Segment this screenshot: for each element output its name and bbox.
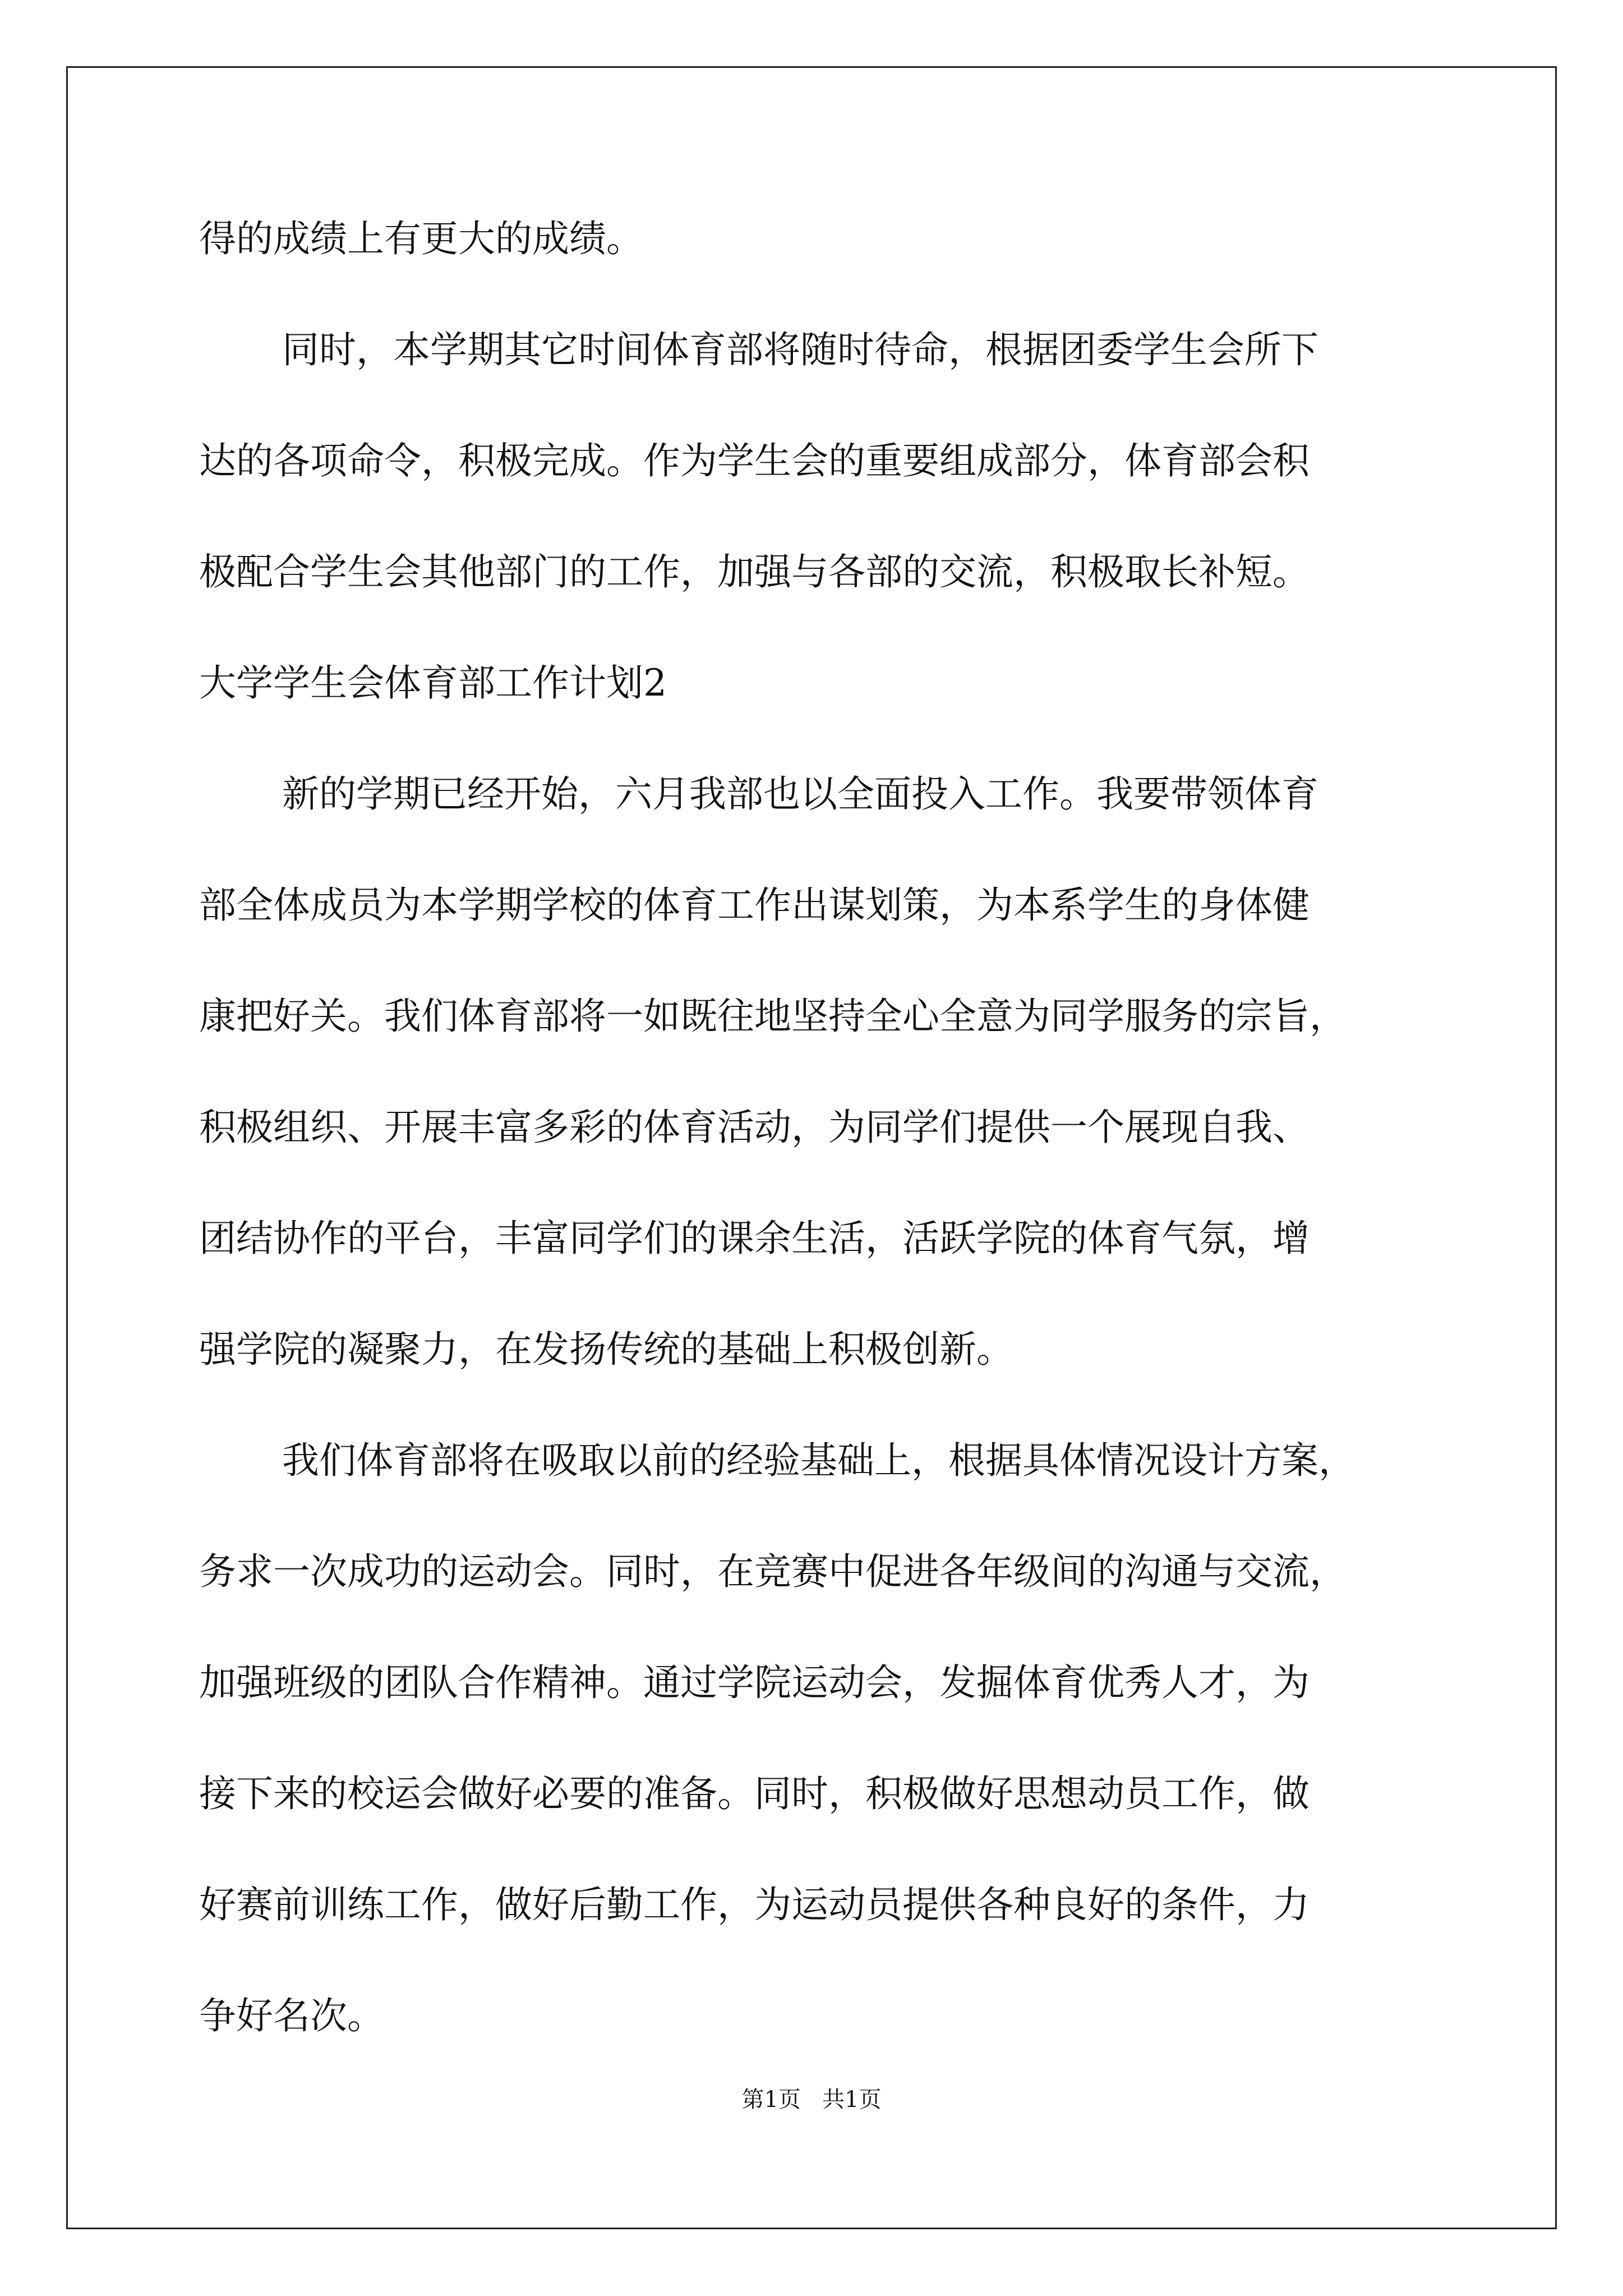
section-heading: 大学学生会体育部工作计划2 (199, 661, 667, 705)
text-line: 务求一次成功的运动会。同时，在竞赛中促进各年级间的沟通与交流， (199, 1550, 1347, 1593)
text-line: 康把好关。我们体育部将一如既往地坚持全心全意为同学服务的宗旨， (199, 995, 1347, 1038)
text-line: 强学院的凝聚力，在发扬传统的基础上积极创新。 (199, 1328, 1013, 1371)
paragraph-first-line: 新的学期已经开始，六月我部也以全面投入工作。我要带领体育 (282, 772, 1318, 816)
text-line: 团结协作的平台，丰富同学们的课余生活，活跃学院的体育气氛，增 (199, 1217, 1310, 1260)
text-line: 极配合学生会其他部门的工作，加强与各部的交流，积极取长补短。 (199, 550, 1310, 593)
document-body (199, 217, 1467, 2109)
paragraph-first-line: 同时，本学期其它时间体育部将随时待命，根据团委学生会所下 (282, 328, 1318, 371)
paragraph-first-line: 我们体育部将在吸取以前的经验基础上，根据具体情况设计方案， (282, 1439, 1355, 1482)
text-line: 得的成绩上有更大的成绩。 (199, 217, 643, 260)
page-number-footer: 第1页 共1页 (741, 2087, 882, 2113)
text-line: 争好名次。 (199, 1994, 384, 2037)
text-line: 好赛前训练工作，做好后勤工作，为运动员提供各种良好的条件，力 (199, 1883, 1310, 1926)
text-line: 达的各项命令，积极完成。作为学生会的重要组成部分，体育部会积 (199, 439, 1310, 482)
text-line: 接下来的校运会做好必要的准备。同时，积极做好思想动员工作，做 (199, 1772, 1310, 1815)
text-line: 加强班级的团队合作精神。通过学院运动会，发掘体育优秀人才，为 (199, 1661, 1310, 1704)
text-line: 积极组织、开展丰富多彩的体育活动，为同学们提供一个展现自我、 (199, 1106, 1310, 1149)
text-line: 部全体成员为本学期学校的体育工作出谋划策，为本系学生的身体健 (199, 884, 1310, 927)
